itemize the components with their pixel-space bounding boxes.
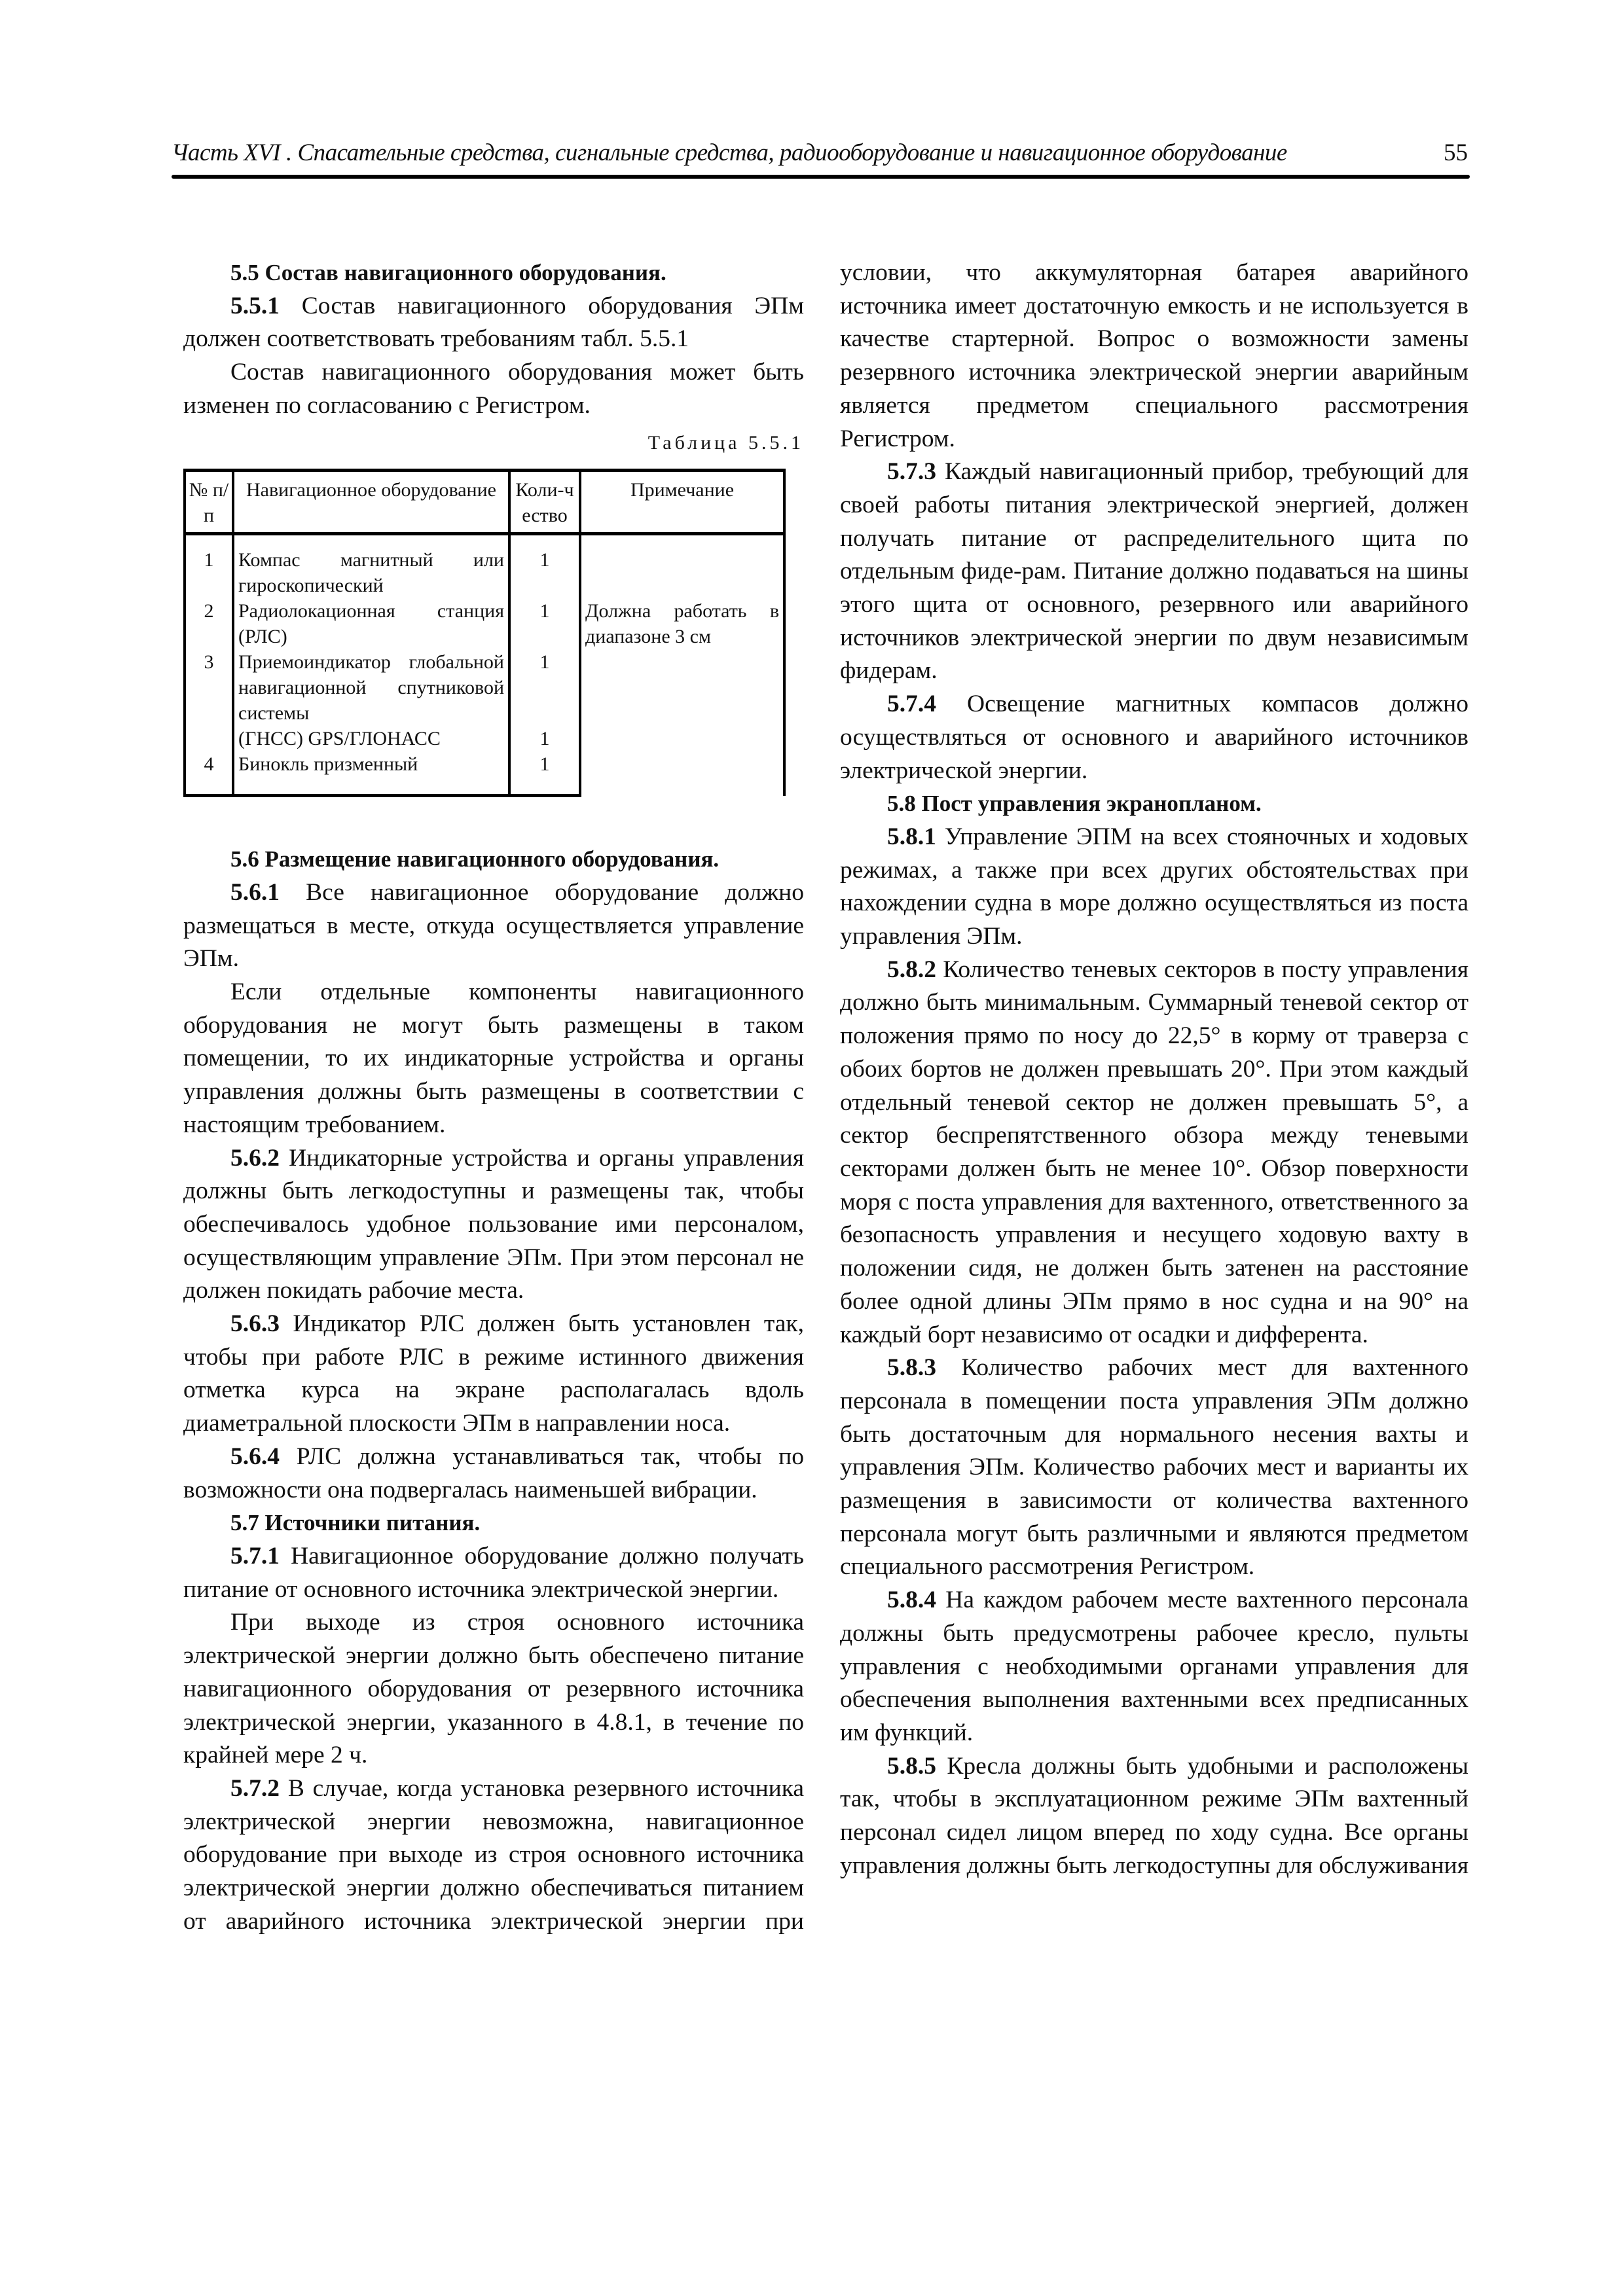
clause-text: Все навигационное оборудование должно размещаться в месте, откуда осуществляется управление ЭПм. bbox=[183, 878, 804, 973]
paragraph bbox=[840, 1584, 1468, 1750]
cell-equipment: (ГНСС) GPS/ГЛОНАСС bbox=[233, 726, 509, 751]
clause-text: Количество теневых секторов в посту управления должно быть минимальным. Суммарный теневой сектор от положения прямо по носу до 22,5° в корму от траверза с обоих бортов не должен превышать 20°. При этом каждый отдельный теневой сектор не должен превышать 5°, а сектор беспрепятственного обзора между теневыми секторами должен быть не менее 10°. Обзор поверхности моря с поста управления для вахтенного, ответственного за безопасность управления и несущего ходовую вахту в положении сидя, не должен быть затенен на расстояние более одной длины ЭПм прямо в нос судна и на 90° на каждый борт независимо от осадки и дифферента. bbox=[840, 956, 1468, 1348]
paragraph bbox=[183, 1308, 804, 1441]
paragraph bbox=[840, 456, 1468, 688]
paragraph bbox=[183, 1142, 804, 1308]
col-header-number: № п/п bbox=[185, 471, 233, 534]
clause-text: На каждом рабочем месте вахтенного персонала должны быть предусмотрены рабочее кресло, пульты управления с необходимыми органами управления для обеспечения выполнения вахтенными всех предписанных им функций. bbox=[840, 1587, 1468, 1746]
paragraph bbox=[183, 876, 804, 976]
clause-text: РЛС должна устанавливаться так, чтобы по возможности она подвергалась наименьшей вибрации. bbox=[183, 1443, 804, 1503]
paragraph bbox=[183, 1540, 804, 1606]
paragraph bbox=[183, 1772, 804, 1939]
paragraph bbox=[183, 290, 804, 356]
clause-number: 5.7.2 bbox=[230, 1774, 280, 1802]
col-header-note: Примечание bbox=[580, 471, 784, 534]
running-header bbox=[172, 139, 1468, 171]
cell-equipment: Радиолокационная станция (РЛС) bbox=[233, 598, 509, 649]
cell-number: 2 bbox=[185, 598, 233, 649]
page-number: 55 bbox=[1444, 139, 1468, 166]
clause-number: 5.6.2 bbox=[230, 1144, 280, 1172]
section-heading: 5.6 Размещение навигационного оборудования. bbox=[230, 846, 720, 872]
cell-quantity: 1 bbox=[509, 534, 580, 599]
section-heading: 5.5 Состав навигационного оборудования. bbox=[230, 260, 666, 285]
cell-equipment: Приемоиндикатор глобальной навигационной спутниковой системы bbox=[233, 649, 509, 726]
table-row bbox=[185, 534, 784, 599]
clause-number: 5.8.3 bbox=[887, 1354, 936, 1382]
paragraph: Состав навигационного оборудования может быть изменен по согласованию с Регистром. bbox=[183, 359, 804, 419]
paragraph bbox=[840, 1750, 1468, 1883]
clause-text: Состав навигационного оборудования ЭПм должен соответствовать требованиям табл. 5.5.1 bbox=[183, 292, 804, 353]
paragraph bbox=[183, 1441, 804, 1507]
clause-number: 5.6.1 bbox=[230, 878, 280, 906]
clause-number: 5.7.3 bbox=[887, 458, 936, 486]
note-text: Должна работать в диапазоне 3 см bbox=[585, 600, 779, 648]
paragraph bbox=[840, 954, 1468, 1352]
cell-number bbox=[185, 726, 233, 751]
cell-quantity: 1 bbox=[509, 649, 580, 726]
paragraph: При выходе из строя основного источника электрической энергии должно быть обеспечено питание навигационного оборудования от резервного источника электрической энергии, указанного в 4.8.1, в течение по крайней мере 2 ч. bbox=[183, 1609, 804, 1769]
header-title: Часть XVI . Спасательные средства, сигнальные средства, радиооборудование и навигационное оборудование bbox=[172, 139, 1287, 166]
col-header-equipment: Навигационное оборудование bbox=[233, 471, 509, 534]
clause-text: Количество рабочих мест для вахтенного персонала в помещении поста управления ЭПм должно быть достаточным для нормального несения вахты и управления ЭПм. Количество рабочих мест и варианты их размещения в зависимости от количества вахтенного персонала могут быть различными и являются предметом специального рассмотрения Регистром. bbox=[840, 1354, 1468, 1581]
paragraph bbox=[840, 1352, 1468, 1584]
clause-number: 5.7.4 bbox=[887, 691, 936, 718]
clause-number: 5.8.4 bbox=[887, 1587, 936, 1614]
clause-number: 5.8.1 bbox=[887, 823, 936, 850]
section-heading: 5.8 Пост управления экранопланом. bbox=[887, 791, 1262, 817]
section-heading: 5.7 Источники питания. bbox=[230, 1510, 481, 1536]
cell-equipment: Бинокль призменный bbox=[233, 751, 509, 796]
paragraph-continued: условии, что аккумуляторная батарея аварийного источника имеет достаточную емкость и не используется в качестве стартерной. Вопрос о возможности замены резервного источника электрической энергии аварийным является предметом специального рассмотрения Регистром. bbox=[840, 259, 1468, 452]
header-rule bbox=[172, 175, 1470, 179]
table-caption: Таблица 5.5.1 bbox=[647, 431, 804, 454]
clause-text: В случае, когда установка резервного источника электрической энергии невозможна, навигационное оборудование при выходе из строя основного источника электрической энергии должно обеспечиваться питанием от аварийного источника электрической энергии при bbox=[183, 1774, 804, 1935]
clause-text: Индикаторные устройства и органы управления должны быть легкодоступны и размещены так, чтобы обеспечивалось удобное пользование ими персоналом, осуществляющим управление ЭПм. При этом персонал не должен покидать рабочие места. bbox=[183, 1144, 804, 1304]
clause-number: 5.8.2 bbox=[887, 956, 936, 983]
cell-number: 4 bbox=[185, 751, 233, 796]
cell-equipment: Компас магнитный или гироскопический bbox=[233, 534, 509, 599]
cell-quantity: 1 bbox=[509, 726, 580, 751]
cell-quantity: 1 bbox=[509, 598, 580, 649]
equipment-table bbox=[183, 469, 786, 797]
paragraph bbox=[840, 821, 1468, 954]
clause-text: Индикатор РЛС должен быть установлен так, чтобы при работе РЛС в режиме истинного движения отметка курса на экране располагалась вдоль диаметральной плоскости ЭПм в направлении носа. bbox=[183, 1310, 804, 1437]
paragraph: Если отдельные компоненты навигационного оборудования не могут быть размещены в таком помещении, то их индикаторные устройства и органы управления должны быть размещены в соответствии с настоящим требованием. bbox=[183, 978, 804, 1138]
paragraph bbox=[840, 688, 1468, 787]
clause-number: 5.8.5 bbox=[887, 1752, 936, 1780]
clause-text: Навигационное оборудование должно получать питание от основного источника электрической энергии. bbox=[183, 1542, 804, 1603]
cell-note bbox=[580, 534, 784, 796]
cell-quantity: 1 bbox=[509, 751, 580, 796]
clause-text: Освещение магнитных компасов должно осуществляться от основного и аварийного источников электрической энергии. bbox=[840, 691, 1468, 784]
clause-text: Управление ЭПМ на всех стояночных и ходовых режимах, а также при всех других обстоятельствах при нахождении судна в море должно осуществляться из поста управления ЭПм. bbox=[840, 823, 1468, 950]
clause-number: 5.6.3 bbox=[230, 1310, 280, 1338]
col-header-quantity: Коли-чество bbox=[509, 471, 580, 534]
cell-number: 1 bbox=[185, 534, 233, 599]
clause-text: Каждый навигационный прибор, требующий для своей работы питания электрической энергией, должен получать питание от распределительного щита по отдельным фиде-рам. Питание должно подаваться на шины этого щита от основного, резервного или аварийного источников электрической энергии по двум независимым фидерам. bbox=[840, 458, 1468, 685]
left-column bbox=[183, 257, 804, 1938]
clause-number: 5.7.1 bbox=[230, 1542, 280, 1570]
right-column bbox=[840, 257, 1468, 1882]
clause-number: 5.6.4 bbox=[230, 1443, 280, 1470]
clause-number: 5.5.1 bbox=[230, 292, 280, 319]
clause-text: Кресла должны быть удобными и расположены так, чтобы в эксплуатационном режиме ЭПм вахтенный персонал сидел лицом вперед по ходу судна. Все органы управления должны быть легкодоступны для обслуживания bbox=[840, 1752, 1468, 1879]
cell-number: 3 bbox=[185, 649, 233, 726]
